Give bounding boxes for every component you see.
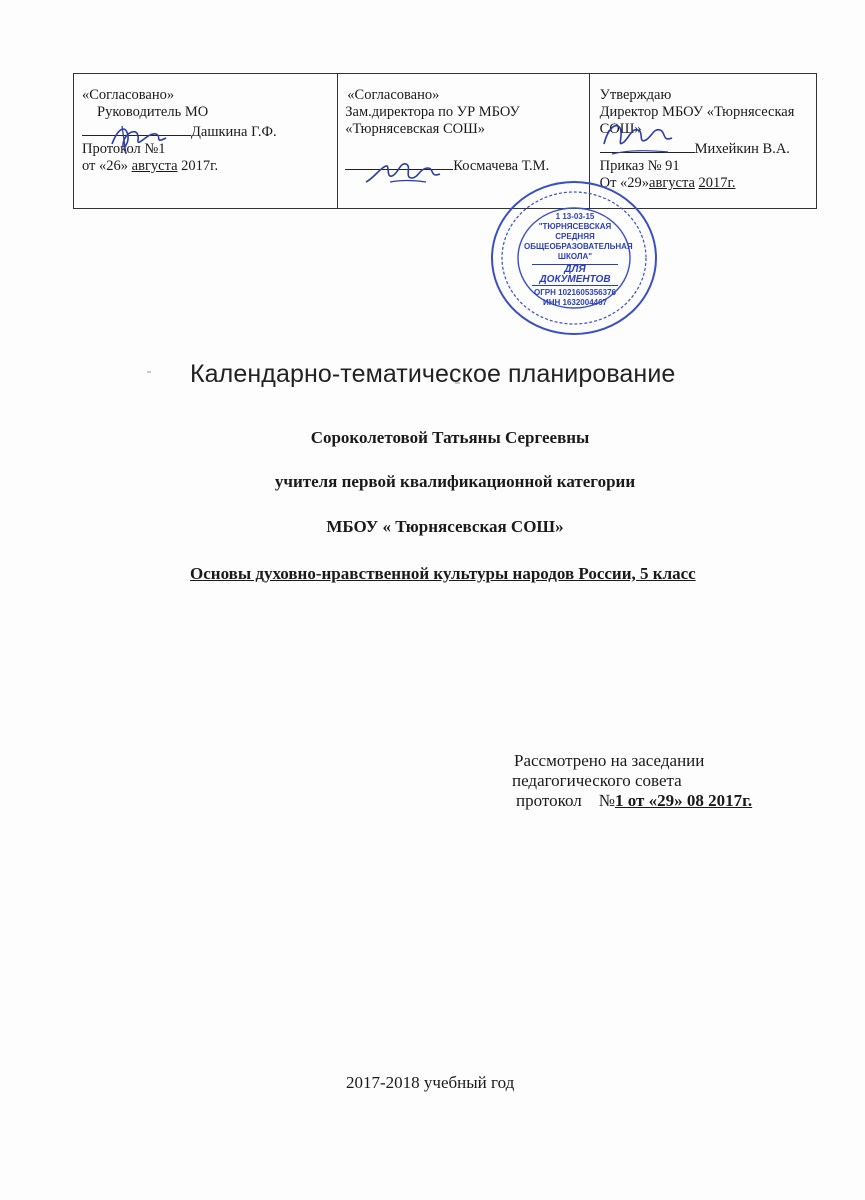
scan-mark bbox=[147, 371, 151, 373]
mo-head-position: Руководитель МО bbox=[97, 104, 209, 120]
seal-line: СРЕДНЯЯ bbox=[555, 232, 595, 241]
approval-mo bbox=[74, 74, 338, 208]
school-name: МБОУ « Тюрнясевская СОШ» bbox=[326, 517, 564, 536]
seal-text bbox=[524, 212, 633, 308]
director-date-prefix: От «29» bbox=[599, 175, 650, 191]
academic-year: 2017-2018 учебный год bbox=[346, 1073, 515, 1092]
agreed-label-1: «Согласовано» bbox=[82, 87, 175, 103]
director-position: Директор МБОУ «Тюрнясеская bbox=[599, 104, 795, 120]
seal-line: ИНН 1632004467 bbox=[542, 298, 608, 307]
seal-line: ОБЩЕОБРАЗОВАТЕЛЬНАЯ bbox=[524, 242, 633, 251]
mo-head-name: Дашкина Г.Ф. bbox=[191, 124, 277, 140]
seal-line: ДЛЯ ДОКУМЕНТОВ bbox=[532, 264, 618, 286]
approvals-table bbox=[73, 73, 817, 209]
seal-line: ШКОЛА" bbox=[557, 252, 593, 261]
mo-date-month: августа bbox=[131, 158, 178, 174]
review-note bbox=[512, 751, 752, 811]
school-seal bbox=[488, 178, 660, 338]
director-date-year: 2017г. bbox=[698, 175, 736, 191]
deputy-name: Космачева Т.М. bbox=[453, 158, 550, 174]
review-protocol-date: 1 от «29» 08 2017г. bbox=[614, 791, 753, 810]
seal-line: "ТЮРНЯСЕВСКАЯ bbox=[538, 222, 612, 231]
approve-label: Утверждаю bbox=[599, 87, 672, 103]
director-school: СОШ» bbox=[599, 121, 642, 137]
protocol-number: Протокол №1 bbox=[82, 141, 166, 157]
review-line-2: педагогического совета bbox=[512, 771, 682, 790]
subject-title: Основы духовно-нравственной культуры народов России, 5 класс bbox=[190, 564, 696, 583]
agreed-label-2: «Согласовано» bbox=[347, 87, 440, 103]
order-number: Приказ № 91 bbox=[599, 158, 680, 174]
mo-date-year: 2017г. bbox=[181, 158, 219, 174]
mo-date-prefix: от «26» bbox=[82, 158, 129, 174]
teacher-category: учителя первой квалификационной категории bbox=[274, 472, 636, 491]
deputy-school: «Тюрнясевская СОШ» bbox=[345, 121, 485, 137]
teacher-name: Сороколетовой Татьяны Сергеевны bbox=[310, 428, 590, 447]
review-protocol-prefix: протокол № bbox=[516, 791, 615, 810]
director-date-month: августа bbox=[649, 175, 695, 191]
seal-line: ОГРН 1021605356376 bbox=[534, 288, 616, 297]
director-name: Михейкин В.А. bbox=[694, 141, 790, 157]
seal-line: 1 13-03-15 bbox=[555, 212, 595, 221]
page-title: Календарно-тематическое планирование bbox=[190, 360, 676, 388]
review-line-1: Рассмотрено на заседании bbox=[514, 751, 705, 770]
deputy-position: Зам.директора по УР МБОУ bbox=[345, 104, 520, 120]
